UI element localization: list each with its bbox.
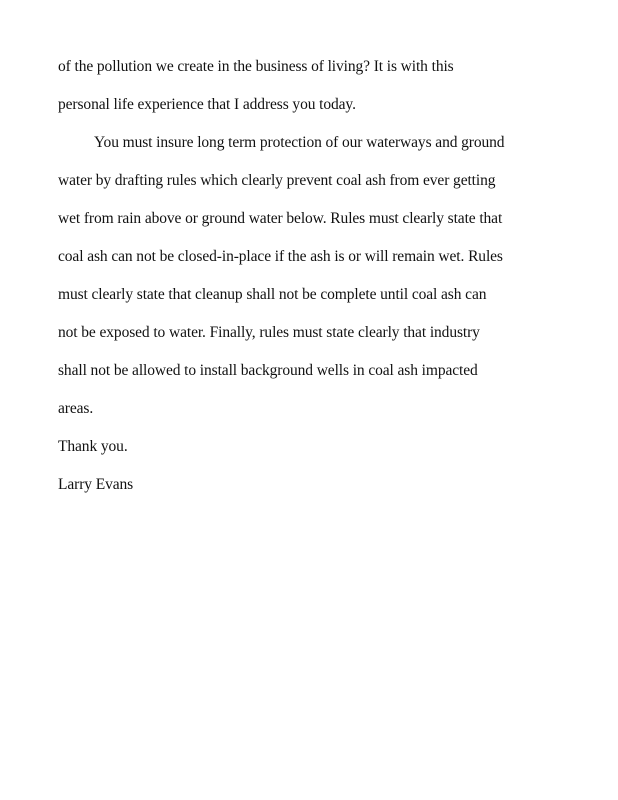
paragraph-rules: [58, 132, 568, 436]
text-line: coal ash can not be closed-in-place if the ash is or will remain wet. Rules: [58, 248, 503, 265]
text-line: personal life experience that I address you today.: [58, 96, 356, 113]
text-line: shall not be allowed to install background wells in coal ash impacted: [58, 362, 478, 379]
text-line: not be exposed to water. Finally, rules must state clearly that industry: [58, 324, 480, 341]
closing-text: Thank you.: [58, 438, 128, 455]
signature-name: Larry Evans: [58, 476, 134, 493]
text-line: of the pollution we create in the business of living? It is with this: [58, 58, 454, 75]
text-line: water by drafting rules which clearly prevent coal ash from ever getting: [58, 172, 496, 189]
text-line: You must insure long term protection of our waterways and ground: [94, 134, 505, 151]
text-line: areas.: [58, 400, 94, 417]
text-line: wet from rain above or ground water below. Rules must clearly state that: [58, 210, 503, 227]
paragraph-continuation: [58, 56, 568, 132]
text-line: must clearly state that cleanup shall not be complete until coal ash can: [58, 286, 487, 303]
letter-body: [58, 56, 568, 512]
